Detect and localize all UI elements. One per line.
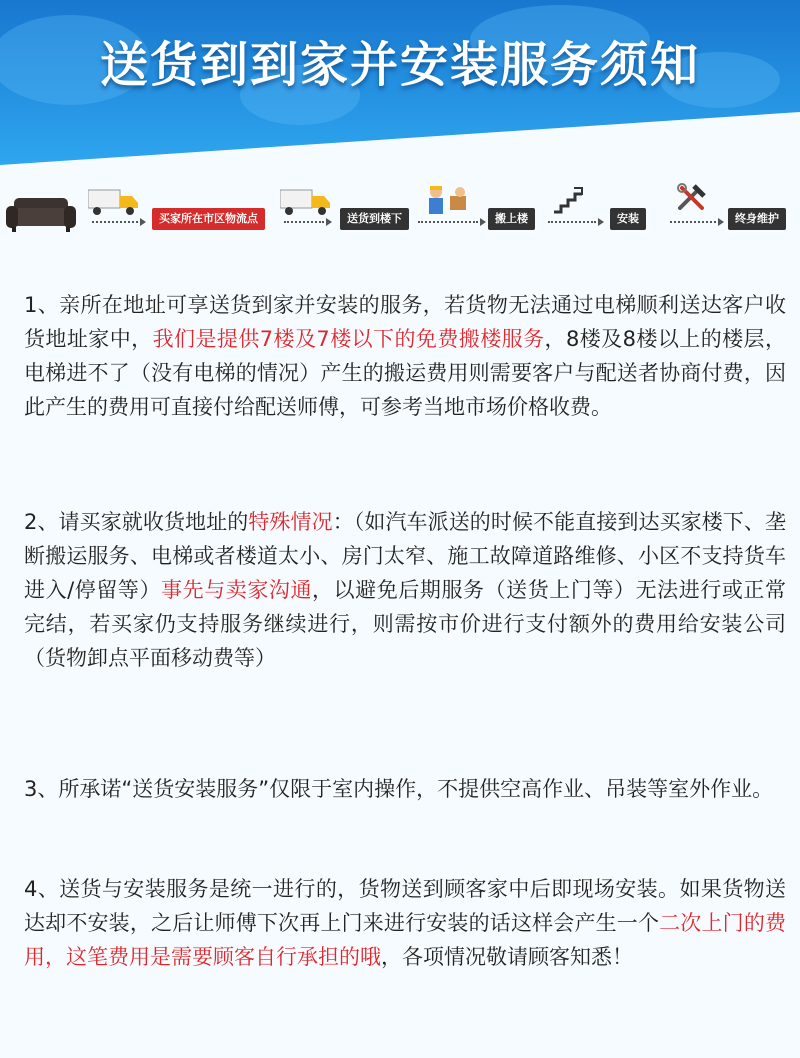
notice-text: ，各项情况敬请顾客知悉！ <box>381 945 633 969</box>
notice-paragraph-4 <box>24 872 786 974</box>
delivery-process-flow <box>0 178 800 248</box>
flow-arrow-icon <box>598 218 604 226</box>
flow-connector <box>92 221 138 223</box>
flow-arrow-icon <box>480 218 486 226</box>
notice-text: ，以避免后期服务（送货上门等）无法进行或正常完结，若买家仍支持服务继续进行，则需按市价进行支付额外的费用给安装公司（货物卸点平面移动费等） <box>24 578 786 670</box>
truck-icon <box>280 186 332 222</box>
notice-text: 3、所承诺“送货安装服务”仅限于室内操作，不提供空高作业、吊装等室外作业。 <box>24 777 774 801</box>
tools-icon <box>676 182 708 218</box>
flow-step-logistics-point: 买家所在市区物流点 <box>152 208 265 230</box>
notice-highlight: 事先与卖家沟通 <box>161 578 313 602</box>
flow-arrow-icon <box>140 218 146 226</box>
flow-arrow-icon <box>326 218 332 226</box>
workers-icon <box>424 184 474 222</box>
stairs-icon <box>552 186 586 220</box>
notice-highlight: 我们是提供7楼及7楼以下的免费搬楼服务 <box>152 327 545 351</box>
truck-icon <box>88 186 140 222</box>
notice-paragraph-1 <box>24 288 786 424</box>
flow-connector <box>670 221 716 223</box>
notice-highlight: 二次上门的费用，这笔费用是需要顾客自行承担的哦 <box>24 911 786 969</box>
flow-step-lifetime-maintenance: 终身维护 <box>728 208 786 230</box>
flow-step-deliver-downstairs: 送货到楼下 <box>340 208 409 230</box>
page-title: 送货到到家并安装服务须知 <box>99 37 700 93</box>
sofa-icon <box>6 194 76 238</box>
notice-text: 4、送货与安装服务是统一进行的，货物送到顾客家中后即现场安装。如果货物送达却不安装，之后让师傅下次再上门来进行安装的话这样会产生一个 <box>24 877 786 935</box>
notice-highlight: 特殊情况 <box>248 510 333 534</box>
header-banner <box>0 0 800 165</box>
flow-connector <box>548 221 596 223</box>
notice-text: 2、请买家就收货地址的 <box>24 510 249 534</box>
flow-connector <box>284 221 324 223</box>
flow-arrow-icon <box>718 218 724 226</box>
notice-text: ：（如汽车派送的时候不能直接到达买家楼下、垄断搬运服务、电梯或者楼道太小、房门太窄、施工故障道路维修、小区不支持货车进入/停留等） <box>24 510 787 602</box>
notice-paragraph-2 <box>24 505 786 675</box>
notice-text: ，8楼及8楼以上的楼层，电梯进不了（没有电梯的情况）产生的搬运费用则需要客户与配送者协商付费，因此产生的费用可直接付给配送师傅，可参考当地市场价格收费。 <box>24 327 786 419</box>
flow-step-carry-upstairs: 搬上楼 <box>488 208 535 230</box>
notice-text: 1、亲所在地址可享送货到家并安装的服务，若货物无法通过电梯顺利送达客户收货地址家中， <box>24 293 786 351</box>
flow-step-install: 安装 <box>610 208 646 230</box>
flow-connector <box>418 221 478 223</box>
notice-paragraph-3 <box>24 772 786 806</box>
